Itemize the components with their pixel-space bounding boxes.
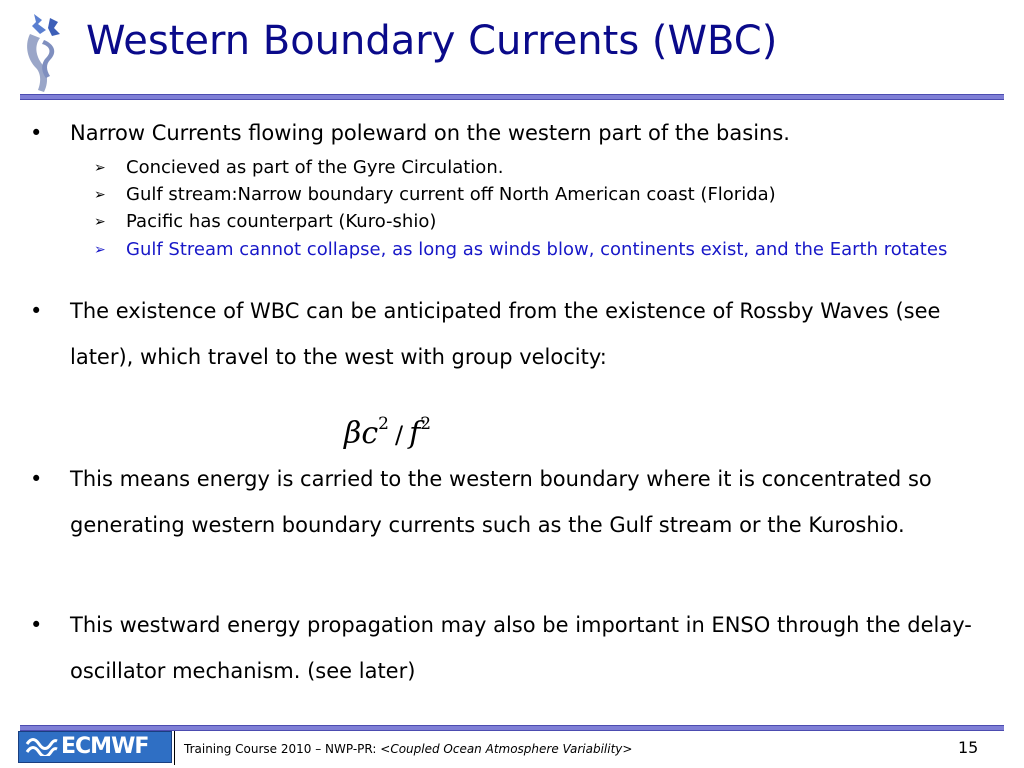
slide-title: Western Boundary Currents (WBC)	[86, 18, 778, 64]
bullet-text: This means energy is carried to the western boundary where it is concentrated so generating western boundary currents such as the Gulf stream or the Kuroshio.	[70, 467, 932, 537]
formula-exponent: 2	[378, 414, 389, 434]
bullet-marker: •	[30, 299, 43, 323]
formula-slash: /	[394, 421, 404, 449]
formula-c: c	[361, 416, 379, 451]
sub-bullet-text: Pacific has counterpart (Kuro-shio)	[126, 211, 437, 232]
footer-course-text	[184, 742, 632, 756]
bullet-marker: •	[30, 121, 43, 145]
logo-wordmark: ECMWF	[61, 734, 149, 759]
bullet-text: Narrow Currents flowing poleward on the western part of the basins.	[70, 121, 790, 145]
formula-f: f	[409, 416, 421, 451]
wave-icon	[25, 738, 59, 756]
footer-course: Training Course 2010 – NWP-PR: <	[184, 742, 391, 756]
sub-bullet-text: Gulf stream:Narrow boundary current off North American coast (Florida)	[126, 184, 776, 205]
footer-course-end: >	[622, 742, 633, 756]
bullet-text: This westward energy propagation may also be important in ENSO through the delay-oscillator mechanism. (see later)	[70, 613, 972, 683]
sub-bullet-text: Concieved as part of the Gyre Circulation.	[126, 157, 504, 178]
arrow-bullet-icon: ➢	[94, 187, 106, 203]
sub-bullet-text: Gulf Stream cannot collapse, as long as winds blow, continents exist, and the Earth rotates	[126, 239, 948, 260]
arrow-bullet-icon: ➢	[94, 242, 106, 258]
bullet-text: The existence of WBC can be anticipated from the existence of Rossby Waves (see later), which travel to the west with group velocity:	[70, 299, 941, 369]
ecmwf-logo-icon	[18, 731, 172, 763]
bullet-marker: •	[30, 467, 43, 491]
formula-exponent: 2	[420, 414, 432, 434]
arrow-bullet-icon: ➢	[94, 214, 106, 230]
footer-course-title: Coupled Ocean Atmosphere Variability	[390, 742, 623, 756]
arrow-bullet-icon: ➢	[94, 160, 106, 176]
bullet-marker: •	[30, 613, 43, 637]
page-number: 15	[958, 738, 979, 757]
formula-beta: β	[344, 416, 362, 451]
group-velocity-formula	[344, 414, 431, 451]
footer-separator	[174, 731, 175, 765]
